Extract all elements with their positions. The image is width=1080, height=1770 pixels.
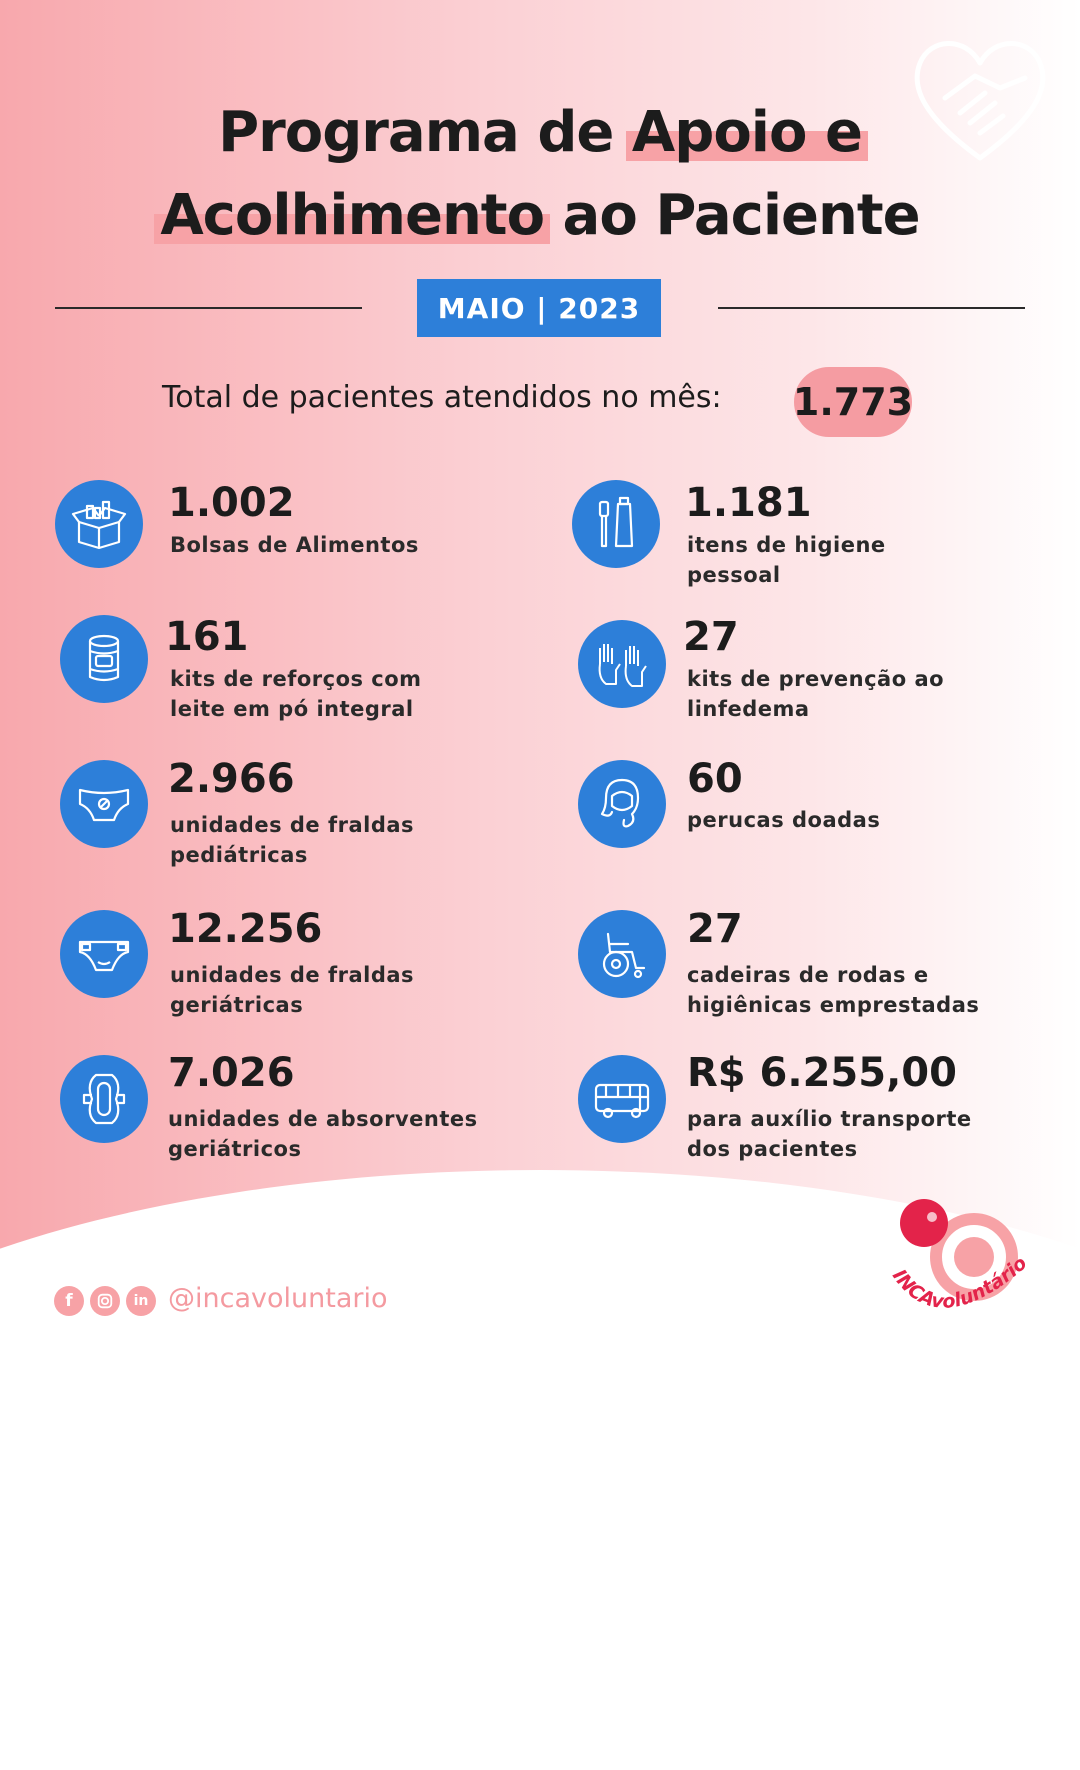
wig-icon <box>578 760 666 848</box>
stat-value: R$ 6.255,00 <box>687 1050 957 1096</box>
wheelchair-icon <box>578 910 666 998</box>
baby-diaper-icon <box>60 760 148 848</box>
stat-label: perucas doadas <box>687 808 881 832</box>
stat-label: Bolsas de Alimentos <box>170 533 419 557</box>
stat-value: 7.026 <box>168 1050 295 1096</box>
stat-value: 12.256 <box>168 906 323 952</box>
title-highlight: Acolhimento <box>160 183 545 248</box>
stat-value: 1.002 <box>168 480 295 526</box>
social-handle[interactable]: @incavoluntario <box>168 1283 388 1314</box>
facebook-icon[interactable]: f <box>54 1286 84 1316</box>
stat-label: kits de reforços com leite em pó integral <box>170 667 422 721</box>
page-title-line-1: Programa de Apoio e <box>218 100 862 165</box>
stat-label: itens de higiene pessoal <box>687 533 886 587</box>
adult-diaper-icon <box>60 910 148 998</box>
divider-right <box>718 307 1025 309</box>
social-icons <box>54 1286 156 1316</box>
stat-label: unidades de fraldas pediátricas <box>170 813 415 867</box>
food-box-icon <box>55 480 143 568</box>
pad-icon <box>60 1055 148 1143</box>
stat-label: para auxílio transporte dos pacientes <box>687 1107 972 1161</box>
stat-label: kits de prevenção ao linfedema <box>687 667 945 721</box>
instagram-icon[interactable] <box>90 1286 120 1316</box>
stat-value: 1.181 <box>685 480 812 526</box>
milk-can-icon <box>60 615 148 703</box>
period-badge: MAIO | 2023 <box>417 279 661 337</box>
title-highlight: Apoio e <box>631 100 862 165</box>
inca-voluntario-logo <box>878 1195 1038 1345</box>
stat-label: cadeiras de rodas e higiênicas emprestadas <box>687 963 980 1017</box>
stat-value: 27 <box>683 614 739 660</box>
gloves-icon <box>578 620 666 708</box>
stat-value: 27 <box>687 906 743 952</box>
stat-value: 161 <box>165 614 249 660</box>
toothbrush-toothpaste-icon <box>572 480 660 568</box>
stat-label: unidades de absorventes geriátricos <box>168 1107 478 1161</box>
total-patients-label: Total de pacientes atendidos no mês: <box>162 380 722 415</box>
divider-left <box>55 307 362 309</box>
bus-icon <box>578 1055 666 1143</box>
stat-value: 2.966 <box>168 756 295 802</box>
stat-label: unidades de fraldas geriátricas <box>170 963 415 1017</box>
svg-text:INCAvoluntário: INCAvoluntário <box>887 1252 1032 1313</box>
stat-value: 60 <box>687 756 743 802</box>
total-patients-value: 1.773 <box>794 367 912 437</box>
linkedin-icon[interactable]: in <box>126 1286 156 1316</box>
page-title-line-2: Acolhimento ao Paciente <box>160 183 920 248</box>
